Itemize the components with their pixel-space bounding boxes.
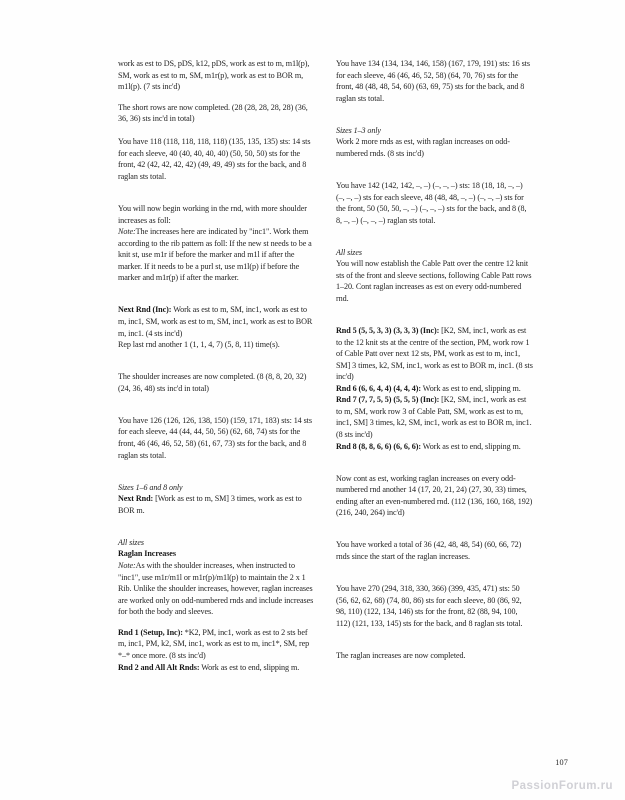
note-label: Note:	[118, 227, 136, 237]
note-raglan-increases	[118, 560, 315, 618]
instruction-rnd-7-inc	[336, 394, 533, 440]
right-column	[336, 58, 533, 682]
rnd-7-label: Rnd 7 (7, 7, 5, 5) (5, 5, 5) (Inc):	[336, 395, 440, 405]
paragraph-spacer	[336, 113, 533, 124]
note-label: Note:	[118, 561, 136, 570]
instruction-rnd-2-and-all-alt-rnds	[118, 662, 315, 674]
next-rnd-inc-text: Work as est to m, SM, inc1, work as est to m, inc1, SM, work as est to m, SM, inc1, work as est to BOR m, inc1. (4 sts inc'd)	[118, 305, 313, 338]
rnd-7-text: [K2, SM, inc1, work as est to m, SM, work row 3 of Cable Patt, SM, work as est to m, inc1, SM] 3 times, k2, SM, inc1, work as est to BOR m, inc1. (8 sts inc'd)	[336, 395, 532, 439]
paragraph-spacer	[118, 360, 315, 371]
left-column	[118, 58, 315, 682]
paragraph-work-2-more-rnds: Work 2 more rnds as est, with raglan increases on odd-numbered rnds. (8 sts inc'd)	[336, 137, 510, 158]
heading-all-sizes: All sizes	[336, 247, 362, 257]
next-rnd-inc-label: Next Rnd (Inc):	[118, 305, 172, 315]
watermark-passionforum: PassionForum.ru	[511, 780, 613, 792]
paragraph-short-row-instruction: work as est to DS, pDS, k12, pDS, work as est to m, m1l(p), SM, work as est to m, SM, m1r(p), work as est to BOR m, m1l(p). (7 sts inc'd)	[118, 59, 310, 92]
page-number: 107	[555, 758, 568, 767]
paragraph-spacer	[336, 638, 533, 649]
paragraph-spacer	[336, 235, 533, 246]
heading-sizes-1-3-only: Sizes 1–3 only	[336, 125, 381, 135]
paragraph-stitch-count-118: You have 118 (118, 118, 118, 118) (135, 135, 135) sts: 14 sts for each sleeve, 40 (40, 40, 40, 40) (50, 50, 50) sts for the front, 42 (42, 42, 42, 42) (49, 49, 49) sts for the back, and 8 raglan sts total.	[118, 137, 311, 181]
rnd-8-text: Work as est to end, slipping m.	[420, 441, 521, 451]
rnd-5-label: Rnd 5 (5, 5, 3, 3) (3, 3, 3) (Inc):	[336, 326, 440, 336]
paragraph-spacer	[118, 192, 315, 203]
paragraph-stitch-count-270: You have 270 (294, 318, 330, 366) (399, 435, 471) sts: 50 (56, 62, 62, 68) (74, 80, 86) sts for each sleeve, 80 (86, 92, 98, 110) (122, 134, 146) sts for the front, 82 (88, 94, 100, 112) (121, 133, 145) sts for the back, and 8 raglan sts total.	[336, 584, 523, 628]
instruction-next-rnd	[118, 493, 315, 516]
paragraph-spacer	[118, 125, 315, 136]
rnd-5-text: [K2, SM, inc1, work as est to the 12 knit sts at the centre of the section, PM, work row 1 of Cable Patt over next 12 sts, PM, work as est to m, inc1, SM] 3 times, k2, SM, inc1, work as est to BOR m, inc1. (8 sts inc'd)	[336, 326, 533, 382]
instruction-rnd-8	[336, 441, 533, 453]
heading-all-sizes: All sizes	[118, 537, 144, 547]
paragraph-stitch-count-126: You have 126 (126, 126, 138, 150) (159, 171, 183) sts: 14 sts for each sleeve, 44 (44, 44, 50, 56) (62, 68, 74) sts for the front, 46 (46, 46, 52, 58) (61, 67, 73) sts for the back, and 8 raglan sts total.	[118, 415, 312, 460]
paragraph-spacer	[118, 470, 315, 481]
paragraph-total-rnds-worked: You have worked a total of 36 (42, 48, 48, 54) (60, 66, 72) rnds since the start of the raglan increases.	[336, 540, 522, 561]
rnd-6-label: Rnd 6 (6, 6, 4, 4) (4, 4, 4):	[336, 383, 421, 393]
paragraph-short-rows-complete: The short rows are now completed. (28 (28, 28, 28, 28) (36, 36, 36) sts inc'd in total)	[118, 102, 308, 124]
paragraph-spacer	[118, 293, 315, 304]
heading-sizes-1-6-and-8-only: Sizes 1–6 and 8 only	[118, 482, 183, 492]
paragraph-spacer	[336, 461, 533, 472]
paragraph-begin-working-in-rnd: You will now begin working in the rnd, with more shoulder increases as foll:	[118, 204, 307, 225]
paragraph-stitch-count-142: You have 142 (142, 142, –, –) (–, –, –) sts: 18 (18, 18, –, –) (–, –, –) sts for each sleeve, 48 (48, 48, –, –) (–, –, –) sts for the front, 50 (50, 50, –, –) (–, –, –) sts for the back, and 8 (8, 8, –, –) (–, –, –) raglan sts total.	[336, 180, 527, 225]
rnd-2-label: Rnd 2 and All Alt Rnds:	[118, 662, 200, 672]
note-text: As with the shoulder increases, when instructed to "inc1", use m1r/m1l or m1r(p)/m1l(p) to maintain the 2 x 1 Rib. Unlike the shoulder increases, however, raglan increases are worked only on odd-numbered rnds and include increases for both the body and sleeves.	[118, 561, 314, 617]
paragraph-establish-cable-patt: You will now establish the Cable Patt over the centre 12 knit sts of the front and sleeve sections, following Cable Patt rows 1–20. Cont raglan increases as est on every odd-numbered rnd.	[336, 259, 532, 303]
paragraph-spacer	[336, 528, 533, 539]
rnd-1-text: *K2, PM, inc1, work as est to 2 sts bef m, inc1, PM, k2, SM, inc1, work as est to m, inc1*, SM, rep *–* once more. (8 sts inc'd)	[118, 627, 310, 661]
instruction-rnd-5-inc	[336, 325, 533, 383]
paragraph-spacer	[336, 572, 533, 583]
instruction-next-rnd-inc	[118, 304, 315, 339]
paragraph-spacer	[118, 404, 315, 415]
next-rnd-label: Next Rnd:	[118, 494, 154, 504]
paragraph-stitch-count-134: You have 134 (134, 134, 146, 158) (167, 179, 191) sts: 16 sts for each sleeve, 46 (46, 46, 52, 58) (64, 70, 76) sts for the front, 48 (48, 48, 54, 60) (63, 69, 75) sts for the back, and 8 raglan sts total.	[336, 59, 530, 103]
paragraph-spacer	[336, 169, 533, 180]
note-increases-rib-pattern	[118, 226, 315, 284]
paragraph-spacer	[336, 314, 533, 325]
rnd-6-text: Work as est to end, slipping m.	[420, 383, 521, 393]
paragraph-spacer	[118, 526, 315, 537]
heading-raglan-increases: Raglan Increases	[118, 549, 176, 559]
paragraph-cont-raglan-increases: Now cont as est, working raglan increases on every odd-numbered rnd another 14 (17, 20, 21, 24) (27, 30, 33) times, ending after an even-numbered rnd. (112 (136, 160, 168, 192) (216, 240, 264) inc'd)	[336, 473, 533, 518]
note-text: The increases here are indicated by "inc1". Work them according to the rib pattern as foll: If the new st needs to be a knit st, use m1r if before the marker and m1l if after the marker. If it needs to be a purl st, use m1l(p) if before the marker and m1r(p) if after the marker.	[118, 227, 312, 283]
rnd-8-label: Rnd 8 (8, 8, 6, 6) (6, 6, 6):	[336, 441, 421, 451]
next-rnd-text: [Work as est to m, SM] 3 times, work as est to BOR m.	[118, 494, 302, 515]
instruction-rnd-6	[336, 383, 533, 395]
two-column-layout	[0, 58, 625, 682]
paragraph-shoulder-increases-complete: The shoulder increases are now completed. (8 (8, 8, 20, 32) (24, 36, 48) sts inc'd in total)	[118, 372, 307, 393]
instruction-rnd-1-setup-inc	[118, 627, 315, 662]
instruction-rep-last-rnd: Rep last rnd another 1 (1, 1, 4, 7) (5, 8, 11) time(s).	[118, 340, 280, 350]
paragraph-raglan-increases-complete: The raglan increases are now completed.	[336, 650, 466, 660]
rnd-1-label: Rnd 1 (Setup, Inc):	[118, 627, 183, 637]
rnd-2-text: Work as est to end, slipping m.	[199, 662, 300, 672]
